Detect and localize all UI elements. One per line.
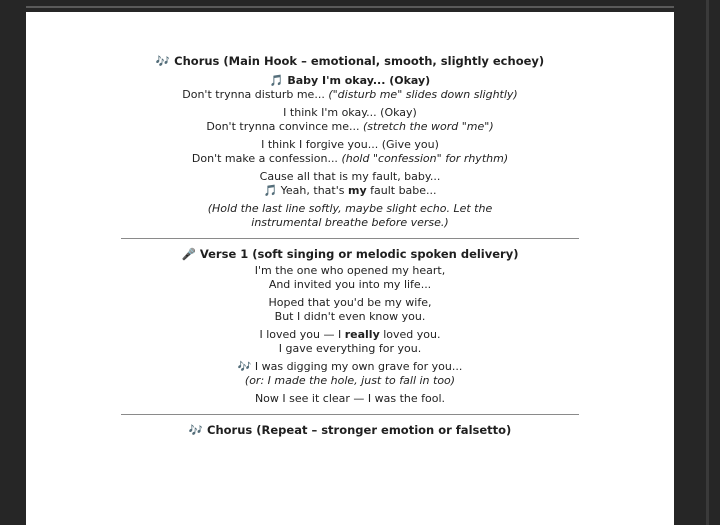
chorus-line-6: Cause all that is my fault, baby... [259,170,441,183]
chorus-repeat-heading: 🎶 Chorus (Repeat – stronger emotion or falsetto) [188,423,512,437]
verse1-line-1: I'm the one who opened my heart, [254,264,446,277]
verse1-line-4: But I didn't even know you. [274,310,426,323]
lyrics-content [122,54,578,437]
verse1-line-6: I gave everything for you. [278,342,422,355]
verse1-line-5: I loved you — I really loved you. [259,328,441,341]
music-note-icon: 🎵 [269,74,284,87]
chorus-line-4: I think I forgive you... (Give you) [261,138,439,151]
verse1-line-3: Hoped that you'd be my wife, [268,296,432,309]
chorus-heading: 🎶 Chorus (Main Hook – emotional, smooth, slightly echoey) [155,54,545,68]
chorus-line-2: I think I'm okay... (Okay) [283,106,417,119]
section-divider [121,414,579,415]
music-notes-icon: 🎶 [188,423,204,437]
section-divider [121,238,579,239]
music-notes-icon: 🎶 [237,360,252,373]
document-page [26,12,674,525]
chorus-line-7: 🎵 Yeah, that's my fault babe... [263,184,437,197]
chorus-note-2: instrumental breathe before verse.) [251,216,449,229]
music-note-icon: 🎵 [263,184,278,197]
chorus-subhead: 🎵 Baby I'm okay... (Okay) [269,74,431,87]
chorus-line-1: Don't trynna disturb me... ("disturb me" slides down slightly) [182,88,518,101]
top-divider [26,6,674,8]
microphone-icon: 🎤 [181,247,196,261]
verse1-line-2: And invited you into my life... [268,278,432,291]
verse1-line-8: (or: I made the hole, just to fall in too) [244,374,456,387]
chorus-line-3: Don't trynna convince me... (stretch the word "me") [206,120,494,133]
verse1-line-7: 🎶 I was digging my own grave for you... [237,360,463,373]
scrollbar-track[interactable] [706,0,709,525]
chorus-note-1: (Hold the last line softly, maybe slight echo. Let the [207,202,493,215]
chorus-line-5: Don't make a confession... (hold "confession" for rhythm) [191,152,509,165]
music-notes-icon: 🎶 [155,54,171,68]
verse1-heading: 🎤 Verse 1 (soft singing or melodic spoken delivery) [181,247,519,261]
verse1-line-9: Now I see it clear — I was the fool. [254,392,446,405]
